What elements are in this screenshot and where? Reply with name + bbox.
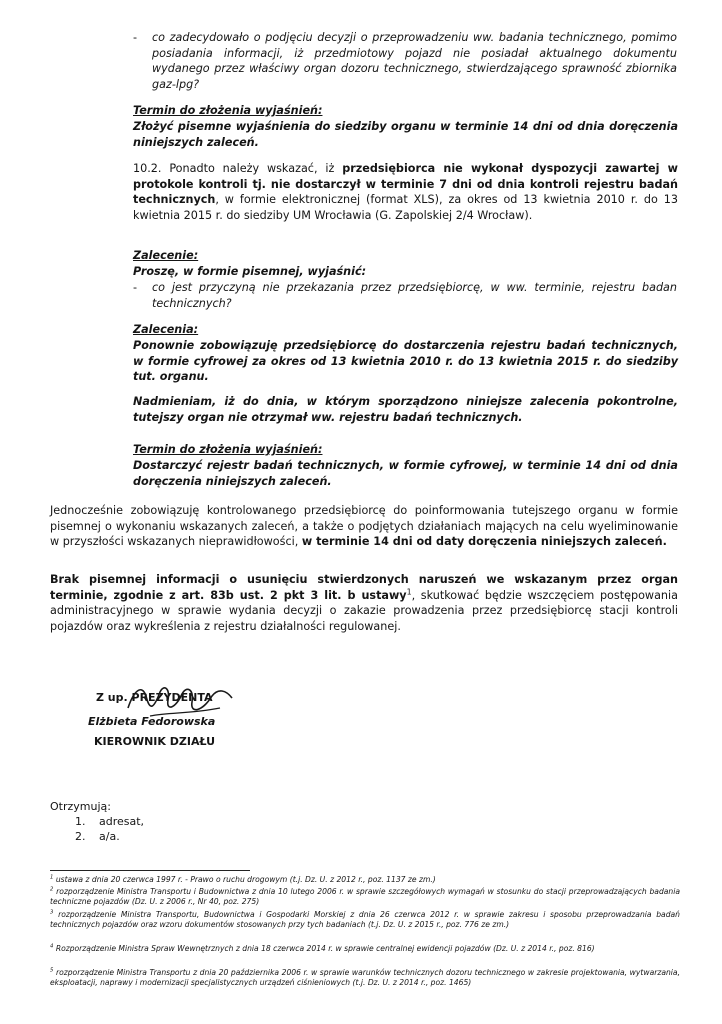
recommendation-lead: Proszę, w formie pisemnej, wyjaśnić:	[133, 265, 367, 278]
recommendations-text: Ponownie zobowiązuję przedsiębiorcę do dostarczenia rejestru badań technicznych, w formie cyfrowej za okres od 13 kwietnia 2010 r. do 13 kwietnia 2015 r. do siedziby tut. organu.	[133, 339, 678, 384]
footnote: $^1$ ustawa z dnia 20 czerwca 1997 r. - Prawo o ruchu drogowym (t.j. Dz. U. z 2012 r., poz. 1137 ze zm.)	[50, 874, 436, 884]
recipient-name: adresat,	[99, 815, 145, 828]
footnote: $^5$ rozporządzenie Ministra Transportu z dnia 20 października 2006 r. w sprawie warunków technicznych dozoru technicznego w zakresie projektowania, wytwarzania, eksploatacji, naprawy i modernizacji specjalistycznych urządzeń ciśnieniowych (t.j. Dz. U. z 2014 r., poz. 1465)	[50, 967, 680, 988]
recipients-heading: Otrzymują:	[50, 800, 111, 813]
handwritten-signature	[120, 678, 240, 723]
bullet-dash: -	[133, 31, 138, 44]
footnote: $^4$ Rozporządzenie Ministra Spraw Wewnętrznych z dnia 18 czerwca 2014 r. w sprawie centralnej ewidencji pojazdów (Dz. U. z 2014 r., poz. 816)	[50, 943, 595, 953]
recipient-name: a/a.	[99, 830, 120, 843]
deadline-heading: Termin do złożenia wyjaśnień:	[133, 104, 323, 117]
bullet-dash: -	[133, 281, 138, 294]
recommendation-question: co jest przyczyną nie przekazania przez przedsiębiorcę, w ww. terminie, rejestru badan technicznych?	[152, 281, 677, 310]
signature-name: Elżbieta Fedorowska	[88, 715, 216, 728]
paragraph-10-2: 10.2. Ponadto należy wskazać, iż przedsiębiorca nie wykonał dyspozycji zawartej w protokole kontroli tj. nie dostarczył w terminie 7 dni od dnia kontroli rejestru badań technicznych, w formie elektronicznej (format XLS), za okres od 13 kwietnia 2010 r. do 13 kwietnia 2015 r. do siedziby UM Wrocławia (G. Zapolskiej 2/4 Wrocław).	[133, 162, 678, 222]
recommendation-heading: Zalecenie:	[133, 249, 199, 262]
warning-paragraph: Brak pisemnej informacji o usunięciu stwierdzonych naruszeń we wskazanym przez organ terminie, zgodnie z art. 83b ust. 2 pkt 3 lit. b ustawy$^1$, skutkować będzie wszczęciem postępowania administracyjnego w sprawie wydania decyzji o zakazie prowadzenia przez przedsiębiorcę stacji kontroli pojazdów oraz wykreślenia z rejestru działalności regulowanej.	[50, 573, 678, 633]
footnote: $^3$ rozporządzenie Ministra Transportu, Budownictwa i Gospodarki Morskiej z dnia 26 czerwca 2012 r. w sprawie zakresu i sposobu przeprowadzania badań technicznych pojazdów oraz wzoru dokumentów stosowanych przy tych badaniach (t.j. Dz. U. z 2015 r., poz. 776 ze zm.)	[50, 909, 680, 930]
signature-authorization: Z up. PREZYDENTA	[96, 691, 213, 704]
footnote: $^2$ rozporządzenie Ministra Transportu i Budownictwa z dnia 10 lutego 2006 r. w sprawie szczegółowych wymagań w stosunku do stacji przeprowadzających badania techniczne pojazdów (Dz. U. z 2006 r., Nr 40, poz. 275)	[50, 886, 680, 907]
notice-paragraph: Nadmieniam, iż do dnia, w którym sporządzono niniejsze zalecenia pokontrolne, tutejszy organ nie otrzymał ww. rejestru badań technicznych.	[133, 395, 678, 424]
footnote-separator	[50, 870, 250, 871]
question-paragraph: co zadecydowało o podjęciu decyzji o przeprowadzeniu ww. badania technicznego, pomimo posiadania informacji, iż przedmiotowy pojazd nie posiadał aktualnego dokumentu wydanego przez właściwy organ dozoru technicznego, stwierdzającego sprawność zbiornika gaz-lpg?	[152, 31, 677, 91]
deadline-heading-2: Termin do złożenia wyjaśnień:	[133, 443, 323, 456]
signature-title: KIEROWNIK DZIAŁU	[94, 735, 216, 748]
recipient-number: 2.	[75, 830, 86, 843]
deadline-text: Złożyć pisemne wyjaśnienia do siedziby organu w terminie 14 dni od dnia doręczenia niniejszych zaleceń.	[133, 120, 678, 149]
recommendations-heading: Zalecenia:	[133, 323, 199, 336]
deadline-text-2: Dostarczyć rejestr badań technicznych, w formie cyfrowej, w terminie 14 dni od dnia doręczenia niniejszych zaleceń.	[133, 459, 678, 488]
recipient-number: 1.	[75, 815, 86, 828]
obligation-paragraph: Jednocześnie zobowiązuję kontrolowanego przedsiębiorcę do poinformowania tutejszego organu w formie pisemnej o wykonaniu wskazanych zaleceń, a także o podjętych działaniach mających na celu wyeliminowanie w przyszłości wskazanych nieprawidłowości, w terminie 14 dni od daty doręczenia niniejszych zaleceń.	[50, 504, 678, 549]
